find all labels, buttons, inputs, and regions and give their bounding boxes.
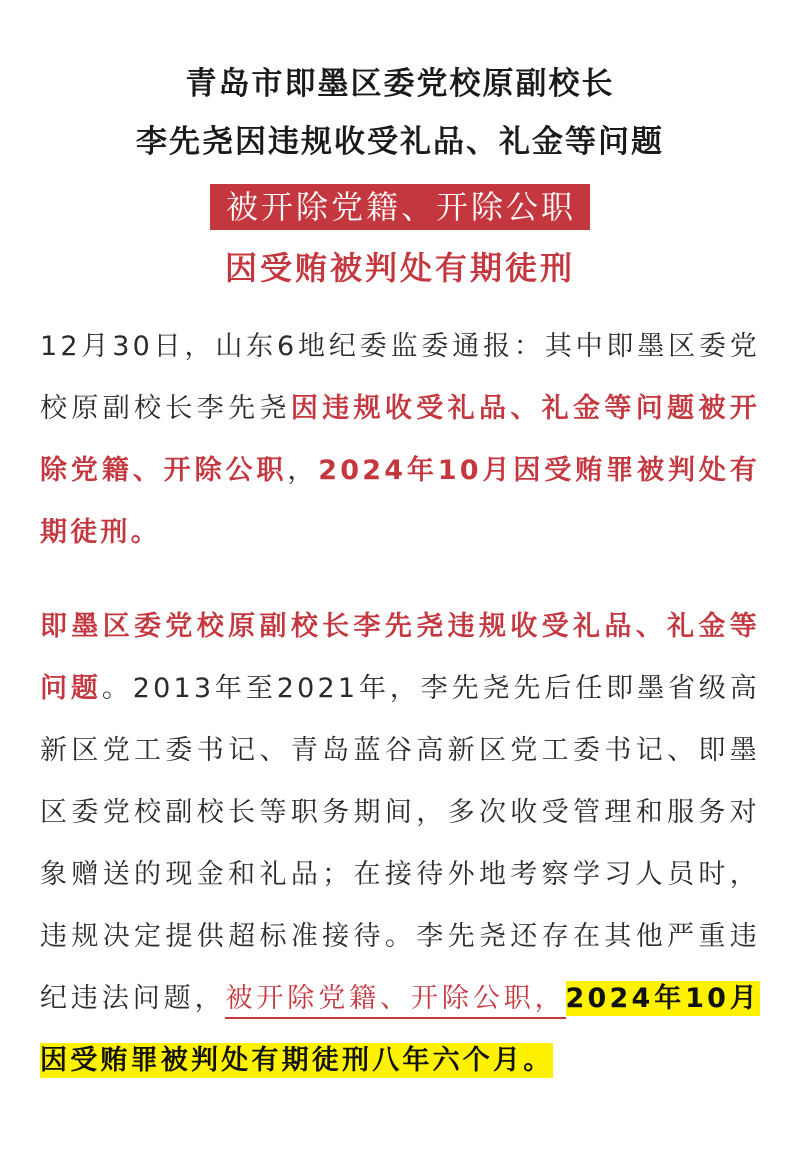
paragraph-1-comma: ， [287,455,319,486]
paragraph-2-plain: 。2013年至2021年，李先尧先后任即墨省级高新区党工委书记、青岛蓝谷高新区党工委书记、即墨区委党校副校长等职务期间，多次收受管理和服务对象赠送的现金和礼品；在接待外地考察学习人员时，违规决定提供超标准接待。李先尧还存在其他严重违纪违法问题， [40,673,760,1014]
paragraph-2 [40,596,760,1092]
paragraph-1 [40,316,760,564]
headline-line-1: 青岛市即墨区委党校原副校长 [185,66,615,102]
paragraph-2-underlined: 被开除党籍、开除公职， [225,983,565,1019]
headline-boxed-text: 被开除党籍、开除公职 [210,184,590,230]
paragraph-2-highlight: 即墨区委党校原副校长李先尧违规收受礼品、礼金等问题 [40,611,760,704]
paragraph-1-highlight-2: 2024年10月因受贿罪被判处有期徒刑。 [40,455,760,548]
paragraph-2-yellow-highlight: 2024年10月因受贿罪被判处有期徒刑八年六个月。 [40,983,760,1076]
paragraph-1-plain: 12月30日，山东6地纪委监委通报：其中即墨区委党校原副校长李先尧 [40,331,760,424]
headline-boxed [40,184,760,230]
headline-line-4: 因受贿被判处有期徒刑 [224,249,575,287]
headline-line-2: 李先尧因违规收受礼品、礼金等问题 [136,124,664,160]
paragraph-1-highlight: 因违规收受礼品、礼金等问题被开除党籍、开除公职 [40,393,761,486]
